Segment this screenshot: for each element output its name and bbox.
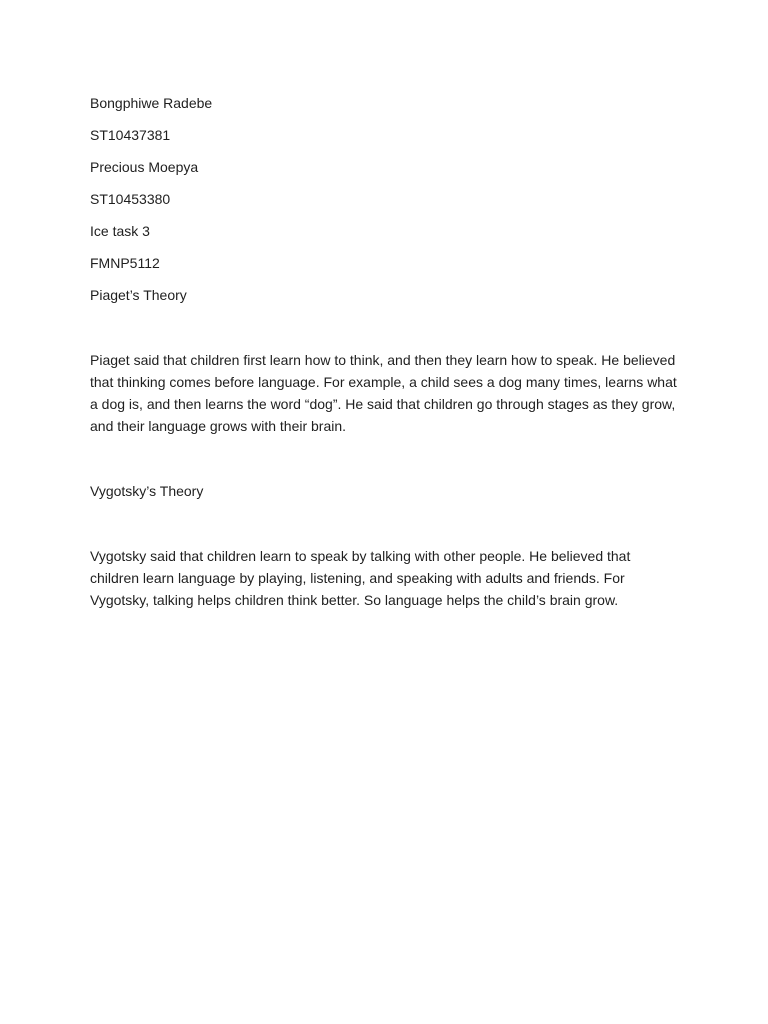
module-code: FMNP5112	[90, 255, 160, 271]
section-body-piaget: Piaget said that children first learn how to think, and then they learn how to speak. He believed that thinking comes before language. For example, a child sees a dog many times, learns what a dog is, and then learns the word “dog”. He said that children go through stages as they grow, and their language grows with their brain.	[90, 352, 677, 434]
document-body	[90, 92, 680, 611]
student1-id: ST10437381	[90, 127, 171, 143]
student2-id: ST10453380	[90, 191, 171, 207]
section-title-vygotsky: Vygotsky’s Theory	[90, 483, 204, 499]
student2-name: Precious Moepya	[90, 159, 199, 175]
spacer	[90, 502, 680, 545]
spacer	[90, 437, 680, 480]
spacer	[90, 306, 680, 349]
task-label: Ice task 3	[90, 223, 150, 239]
section-body-vygotsky: Vygotsky said that children learn to speak by talking with other people. He believed that children learn language by playing, listening, and speaking with adults and friends. For Vygotsky, talking helps children think better. So language helps the child’s brain grow.	[90, 548, 631, 608]
student1-name: Bongphiwe Radebe	[90, 95, 213, 111]
section-title-piaget: Piaget’s Theory	[90, 287, 187, 303]
